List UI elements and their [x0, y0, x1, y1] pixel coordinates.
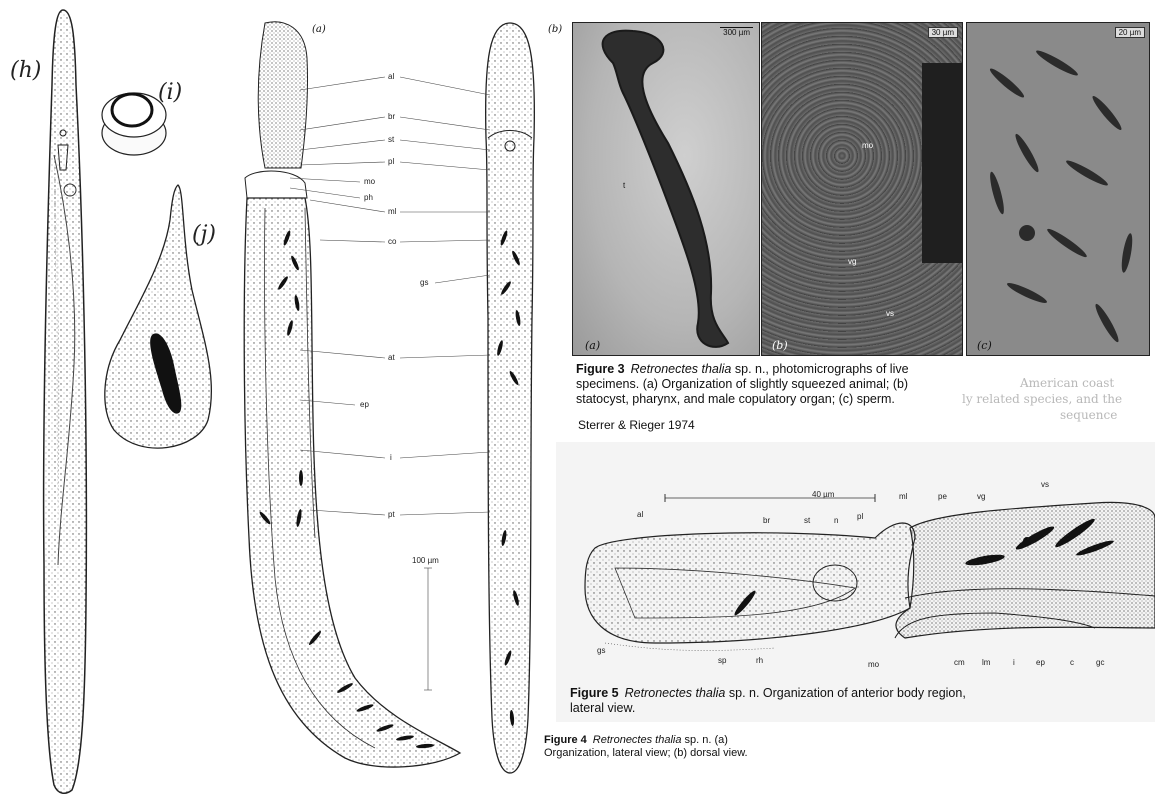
fig4-label-br: br	[388, 112, 396, 121]
fig4-panel-a-label: (a)	[312, 24, 326, 35]
fig3a-label-t: t	[623, 181, 626, 190]
fig4-label-co: co	[388, 237, 397, 246]
fig4-caption-species: Retronectes thalia	[592, 734, 682, 746]
fig5-label-ml: ml	[899, 492, 908, 501]
fig5-label-br: br	[763, 516, 771, 525]
fig4-label-ml: ml	[388, 207, 397, 216]
fig3b-label-mo: mo	[862, 141, 874, 150]
fig3b-panel-letter: (b)	[772, 339, 788, 352]
fig4-label-st: st	[388, 135, 395, 144]
fig5-drawing	[575, 478, 1155, 663]
credit-line: Sterrer & Rieger 1974	[578, 418, 695, 432]
fig4-label-pl: pl	[388, 157, 395, 166]
fig5-label-gs: gs	[597, 646, 606, 655]
fig4-label-ep: ep	[360, 400, 369, 409]
panel-label-h: (h)	[10, 58, 42, 83]
fig5-label-c: c	[1070, 658, 1074, 667]
fig4-label-al: al	[388, 72, 395, 81]
fig4-label-pt: pt	[388, 510, 395, 519]
fig5-label-ep: ep	[1036, 658, 1045, 667]
panel-label-j: (j)	[192, 222, 216, 247]
fig5-label-vs: vs	[1041, 480, 1049, 489]
fig5-label-mo: mo	[868, 660, 880, 669]
fig5-caption-species: Retronectes thalia	[624, 686, 726, 700]
fig3-photo-a	[572, 22, 760, 356]
fig4-label-gs: gs	[420, 278, 429, 287]
fig5-label-cm: cm	[954, 658, 965, 667]
fig3-caption-species: Retronectes thalia	[630, 362, 732, 376]
fig4-scale-label: 100 µm	[412, 556, 439, 565]
fig4-label-mo: mo	[364, 177, 376, 186]
fig5-label-pl: pl	[857, 512, 864, 521]
fig3-caption-text: sp. n., photomicrographs of live specimens. (a) Organization of slightly squeezed animal; (b) statocyst, pharynx, and male copulatory organ; (c) sperm.	[576, 362, 909, 406]
fig5-label-st: st	[804, 516, 811, 525]
fig3-caption-num: Figure 3	[576, 362, 625, 376]
fig5-label-rh: rh	[756, 656, 764, 665]
fig5-label-i: i	[1013, 658, 1015, 667]
panel-label-i: (i)	[158, 80, 183, 105]
fig4-label-at: at	[388, 353, 395, 362]
fig3a-panel-letter: (a)	[585, 339, 601, 352]
fig3a-scale: 300 µm	[720, 27, 753, 37]
fig3-caption	[576, 362, 956, 407]
fig4-label-i: i	[390, 453, 392, 462]
fig5-caption-num: Figure 5	[570, 686, 619, 700]
fig5-caption-text: sp. n. Organization of anterior body region, lateral view.	[570, 686, 966, 715]
fig3c-scale: 20 µm	[1115, 27, 1145, 38]
fig3b-label-vg: vg	[848, 257, 857, 266]
fig3-photo-b	[761, 22, 963, 356]
background-text-3: sequence	[1060, 408, 1118, 422]
fig3c-panel-letter: (c)	[977, 339, 992, 352]
fig5-caption	[570, 686, 1000, 716]
background-text-1: American coast	[1020, 376, 1115, 390]
fig5-label-gc: gc	[1096, 658, 1105, 667]
fig4-caption-num: Figure 4	[544, 734, 587, 746]
fig4-caption-text: sp. n. (a) Organization, lateral view; (b) dorsal view.	[544, 734, 748, 759]
background-text-2: ly related species, and the	[962, 392, 1123, 406]
fig5-label-sp: sp	[718, 656, 727, 665]
fig3b-label-vs: vs	[886, 309, 894, 318]
fig4-label-ph: ph	[364, 193, 373, 202]
fig5-label-n: n	[834, 516, 839, 525]
fig4-caption	[544, 734, 784, 760]
fig5-scale-label: 40 µm	[812, 490, 835, 499]
fig5-label-lm: lm	[982, 658, 991, 667]
fig5-label-pe: pe	[938, 492, 947, 501]
fig5-label-vg: vg	[977, 492, 986, 501]
fig3-photo-c	[966, 22, 1150, 356]
fig5-label-al: al	[637, 510, 644, 519]
fig3b-scale: 30 µm	[928, 27, 958, 38]
fig4-panel-b-label: (b)	[548, 24, 563, 35]
